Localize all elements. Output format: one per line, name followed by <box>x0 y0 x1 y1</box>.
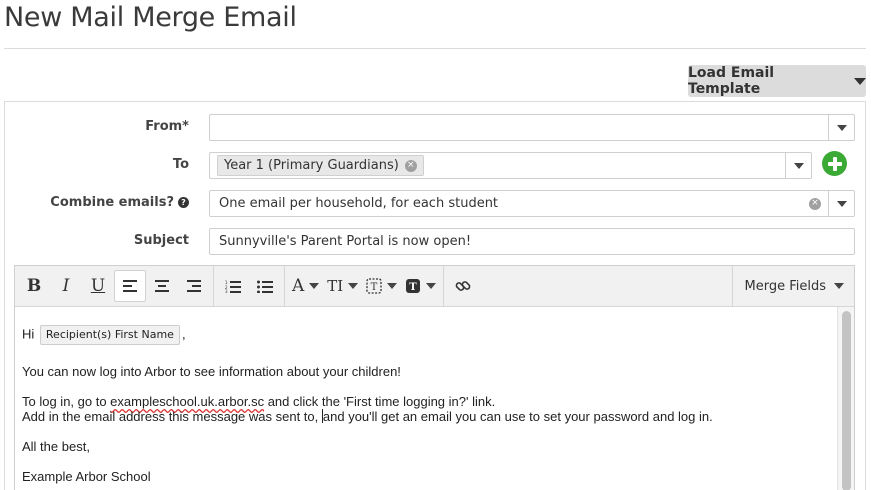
caret-down-icon <box>348 283 358 289</box>
from-dropdown-toggle[interactable] <box>828 115 854 140</box>
caret-down-icon <box>854 78 866 85</box>
combine-dropdown-toggle[interactable] <box>828 191 854 216</box>
remove-tag-icon[interactable]: × <box>405 160 417 172</box>
load-email-template-button[interactable] <box>688 65 866 97</box>
combine-emails-value: One email per household, for each student <box>219 196 499 211</box>
subject-value: Sunnyville's Parent Portal is now open! <box>219 234 472 249</box>
caret-down-icon <box>387 283 397 289</box>
to-dropdown-toggle[interactable] <box>785 153 811 178</box>
italic-button[interactable]: I <box>62 276 70 296</box>
bold-button[interactable]: B <box>26 276 42 296</box>
link-icon <box>455 278 471 294</box>
greeting-tail: , <box>181 326 186 342</box>
align-right-button[interactable] <box>178 270 210 302</box>
body-line-5: Example Arbor School <box>22 469 151 484</box>
merge-fields-label: Merge Fields <box>744 278 826 294</box>
insert-link-button[interactable] <box>447 270 479 302</box>
to-label <box>173 157 189 172</box>
body-line-3-pre: Add in the email address this message was sent to, <box>22 409 322 424</box>
paragraph-gap <box>22 424 838 439</box>
to-label-text: To <box>172 157 189 172</box>
title-divider <box>4 48 866 49</box>
align-center-button[interactable] <box>146 270 178 302</box>
clear-icon[interactable]: × <box>809 198 821 210</box>
subject-input[interactable] <box>209 228 855 255</box>
editor-content[interactable] <box>15 307 838 490</box>
svg-text:3: 3 <box>225 288 228 293</box>
body-line-1: You can now log into Arbor to see information about your children! <box>22 364 401 379</box>
svg-text:T: T <box>370 282 378 293</box>
align-left-button[interactable] <box>114 270 146 302</box>
body-line-4: All the best, <box>22 439 90 454</box>
caret-down-icon <box>837 125 847 131</box>
font-color-icon: A <box>292 276 305 296</box>
greeting-text: Hi <box>22 326 35 342</box>
link-group <box>444 266 482 306</box>
add-recipient-button[interactable] <box>822 151 847 176</box>
to-select[interactable] <box>209 152 812 179</box>
body-line-3 <box>22 409 838 424</box>
paragraph-gap <box>22 454 838 469</box>
merge-field-chip[interactable]: Recipient(s) First Name <box>40 325 180 345</box>
bullet-list-button[interactable] <box>249 270 281 302</box>
caret-down-icon <box>834 283 844 289</box>
from-label-text: From* <box>145 119 189 134</box>
bullet-list-icon <box>257 280 273 293</box>
svg-text:1: 1 <box>225 279 228 285</box>
from-select[interactable] <box>209 114 855 141</box>
svg-text:2: 2 <box>225 284 228 290</box>
list-group <box>214 266 285 306</box>
greeting-line <box>22 325 838 345</box>
font-size-button[interactable] <box>323 270 362 302</box>
ordered-list-icon <box>225 280 241 293</box>
portal-link[interactable]: exampleschool.uk.arbor.sc <box>110 394 265 409</box>
load-email-template-label: Load Email Template <box>688 65 775 97</box>
align-center-icon <box>155 280 169 292</box>
body-line-2-pre: To log in, go to <box>22 394 111 409</box>
text-box-icon <box>366 278 382 294</box>
align-left-icon <box>123 280 137 292</box>
editor-scrollbar[interactable] <box>837 307 854 490</box>
combine-emails-label <box>50 195 189 210</box>
paragraph-gap <box>22 379 838 394</box>
combine-emails-select[interactable] <box>209 190 855 217</box>
from-label <box>145 119 189 134</box>
page-title: New Mail Merge Email <box>4 2 297 33</box>
text-style-group <box>15 266 214 306</box>
subject-label <box>134 233 189 248</box>
svg-text:T: T <box>409 282 417 293</box>
combine-emails-label-text: Combine emails? <box>50 195 174 210</box>
text-box-button[interactable] <box>362 270 401 302</box>
help-icon[interactable]: ? <box>178 197 189 208</box>
align-right-icon <box>187 280 201 292</box>
caret-down-icon <box>794 163 804 169</box>
caret-down-icon <box>309 283 319 289</box>
font-color-button[interactable] <box>288 270 323 302</box>
body-line-2 <box>22 394 838 409</box>
format-group <box>285 266 444 306</box>
merge-fields-dropdown[interactable] <box>732 266 855 306</box>
recipient-tag-label: Year 1 (Primary Guardians) <box>224 158 399 173</box>
text-style-icon <box>405 278 421 294</box>
subject-label-text: Subject <box>133 233 189 248</box>
caret-down-icon <box>837 201 847 207</box>
body-line-3-post: and you'll get an email you can use to set your password and log in. <box>322 409 713 424</box>
editor-toolbar <box>15 266 854 307</box>
font-size-icon: TI <box>327 277 344 295</box>
recipient-tag <box>217 155 424 176</box>
scrollbar-thumb[interactable] <box>842 311 851 490</box>
paragraph-gap <box>22 345 838 364</box>
underline-button[interactable]: U <box>90 276 106 296</box>
text-style-button[interactable] <box>401 270 440 302</box>
rich-text-editor[interactable] <box>14 265 855 490</box>
caret-down-icon <box>426 283 436 289</box>
ordered-list-button[interactable] <box>217 270 249 302</box>
body-line-2-post: and click the 'First time logging in?' link. <box>264 394 496 409</box>
